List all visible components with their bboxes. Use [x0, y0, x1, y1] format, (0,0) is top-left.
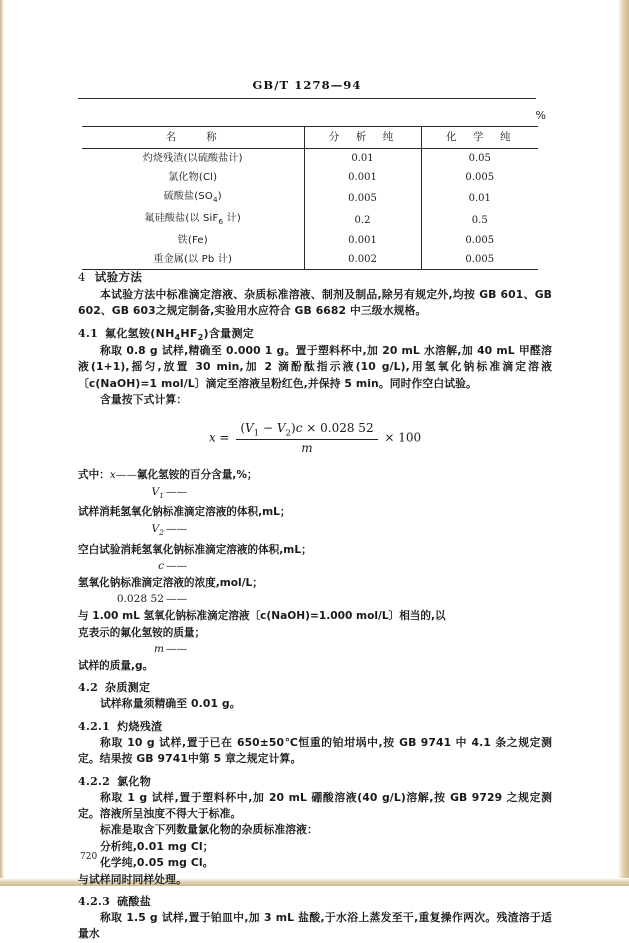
where-definition: 空白试验消耗氢氧化钠标准滴定溶液的体积,mL；	[78, 543, 312, 556]
heading-section-4-1	[78, 325, 552, 342]
cell-ar-value: 0.01	[304, 149, 421, 169]
formula-multiplier: × 100	[384, 430, 422, 445]
heading-section-4-2-1	[78, 718, 552, 734]
column-header-chemically-pure: 化 学 纯	[421, 127, 538, 149]
formula-equals: =	[219, 430, 230, 445]
formula-denominator: m	[301, 441, 313, 456]
where-row	[78, 521, 552, 558]
table-header	[82, 127, 538, 149]
line-chemically-pure-chloride: 化学纯,0.05 mg Cl。	[100, 856, 214, 870]
cell-impurity-name: 硫酸盐$(SO_4)$	[163, 191, 222, 204]
where-symbol: $V_2$	[151, 522, 164, 538]
table-row	[82, 168, 538, 187]
cell-cp-value: 0.01	[421, 187, 538, 209]
where-row	[78, 484, 552, 521]
where-definition: 氟化氢铵的百分含量,%；	[136, 469, 258, 482]
header-rule	[78, 98, 536, 99]
table-row	[82, 149, 538, 169]
table-header-row	[82, 127, 538, 149]
where-symbol: m	[153, 643, 164, 656]
paragraph-section-4-2-1: 称取 10 g 试样,置于已在 650±50℃恒重的铂坩埚中,按 GB 9741 中 4.1 条之规定测定。结果按 GB 9741中第 5 章之规定计算。	[78, 735, 552, 766]
cell-cp-value: 0.5	[421, 209, 538, 231]
page-number: 720	[80, 852, 98, 862]
cell-ar-value: 0.001	[304, 231, 421, 250]
paragraph-same-treatment: 与试样同时同样处理。	[78, 872, 187, 886]
where-symbol: c	[158, 560, 164, 573]
where-definition: 氢氧化钠标准滴定溶液的浓度,mol/L；	[78, 576, 263, 589]
where-dash: ——	[166, 522, 188, 535]
paragraph-standard-intro: 标准是取含下列数量氯化物的杂质标准溶液：	[100, 823, 318, 837]
heading-number: 4	[78, 270, 86, 284]
heading-number: 4.2.2	[78, 774, 111, 788]
formula-numerator: $(V_1 - V_2)c \times 0.028$ 52	[236, 421, 377, 440]
where-dash: ——	[166, 593, 188, 606]
where-dash: ——	[166, 485, 188, 498]
cell-ar-value: 0.002	[304, 250, 421, 270]
column-header-analytical-reagent: 分 析 纯	[304, 127, 421, 149]
formula-fraction	[236, 421, 377, 455]
where-symbol: 0.028 52	[116, 593, 164, 606]
running-head-standard-number: GB/T 1278—94	[252, 78, 362, 92]
cell-cp-value: 0.005	[421, 250, 538, 270]
formula-content-calculation	[78, 421, 552, 455]
heading-section-4-2-3	[78, 893, 552, 909]
where-row	[78, 591, 552, 641]
where-symbol: $V_1$	[151, 485, 164, 500]
paragraph-calc-intro: 含量按下式计算：	[100, 393, 188, 407]
heading-section-4-2-2	[78, 773, 552, 789]
where-row	[78, 641, 552, 674]
specification-table	[82, 126, 538, 270]
cell-impurity-name: 铁(Fe)	[177, 235, 208, 246]
heading-title: 硫酸盐	[117, 895, 152, 909]
where-symbol: x	[109, 469, 116, 482]
where-dash: ——	[115, 469, 137, 482]
table-row	[82, 209, 538, 231]
where-definition: 试样的质量,g。	[78, 659, 154, 672]
cell-impurity-name: 灼烧残渣(以硫酸盐计)	[142, 153, 243, 164]
heading-number: 4.2.3	[78, 895, 111, 909]
where-definition: 试样消耗氢氧化钠标准滴定溶液的体积,mL；	[78, 506, 291, 519]
column-header-name: 名 称	[82, 127, 304, 149]
where-definition: 与 1.00 mL 氢氧化钠标准滴定溶液〔c(NaOH)=1.000 mol/L〕相当的,以克表示的氟化氢铵的质量；	[78, 609, 446, 639]
heading-title: 试验方法	[94, 270, 143, 284]
where-dash: ——	[166, 560, 188, 573]
cell-cp-value: 0.005	[421, 168, 538, 187]
cell-cp-value: 0.005	[421, 231, 538, 250]
where-dash: ——	[166, 643, 188, 656]
heading-title: 氟化氢铵$(NH_4HF_2)$含量测定	[105, 326, 255, 342]
table-row	[82, 231, 538, 250]
where-row	[78, 558, 552, 591]
table-unit-mark: %	[535, 109, 546, 122]
heading-title: 灼烧残渣	[117, 719, 163, 733]
heading-title: 氯化物	[117, 774, 152, 788]
formula-symbol-definitions	[78, 467, 552, 674]
paragraph-section-4-2: 试样称量须精确至 0.01 g。	[100, 697, 241, 711]
cell-impurity-name: 氟硅酸盐(以 SiF$_6$ 计)	[144, 213, 241, 226]
cell-cp-value: 0.05	[421, 149, 538, 169]
line-analytical-reagent-chloride: 分析纯,0.01 mg Cl；	[100, 839, 214, 853]
heading-number: 4.2.1	[78, 719, 111, 733]
heading-number: 4.2	[78, 681, 99, 695]
where-intro-row	[78, 467, 552, 484]
paragraph-section-4: 本试验方法中标准滴定溶液、杂质标准溶液、制剂及制品,除另有规定外,均按 GB 601、GB 602、GB 603之规定制备,实验用水应符合 GB 6682 中三级水规格。	[78, 288, 552, 318]
cell-ar-value: 0.2	[304, 209, 421, 231]
paragraph-section-4-2-2: 称取 1 g 试样,置于塑料杯中,加 20 mL 硼酸溶液(40 g/L)溶解,按 GB 9729 之规定测定。溶液所呈浊度不得大于标准。	[78, 790, 552, 820]
cell-impurity-name: 重金属(以 Pb 计)	[82, 250, 304, 270]
formula-lhs: x	[208, 430, 216, 445]
paragraph-section-4-1: 称取 0.8 g 试样,精确至 0.000 1 g。置于塑料杯中,加 20 mL 水溶解,加 40 mL 甲醛溶液(1+1),摇匀,放置 30 min,加 2 滴酚酞指示液(10 g/L),用氢氧化钠标准滴定溶液〔c(NaOH)=1 mol/L〕滴定至溶液呈粉红色,并保持 5 min。同时作空白试验。	[78, 344, 552, 390]
cell-impurity-name: 氯化物(Cl)	[168, 172, 218, 183]
heading-number: 4.1	[78, 326, 99, 340]
paragraph-section-4-2-3: 称取 1.5 g 试样,置于铂皿中,加 3 mL 盐酸,于水浴上蒸发至干,重复操作两次。残渣溶于适量水	[78, 911, 552, 941]
document-body	[78, 262, 552, 943]
cell-ar-value: 0.005	[304, 187, 421, 209]
heading-section-4-2	[78, 679, 552, 695]
cell-ar-value: 0.001	[304, 168, 421, 187]
table-body	[82, 149, 538, 270]
table-row	[82, 187, 538, 209]
heading-title: 杂质测定	[105, 681, 151, 695]
where-intro: 式中：	[78, 469, 110, 482]
heading-section-4	[78, 269, 552, 285]
